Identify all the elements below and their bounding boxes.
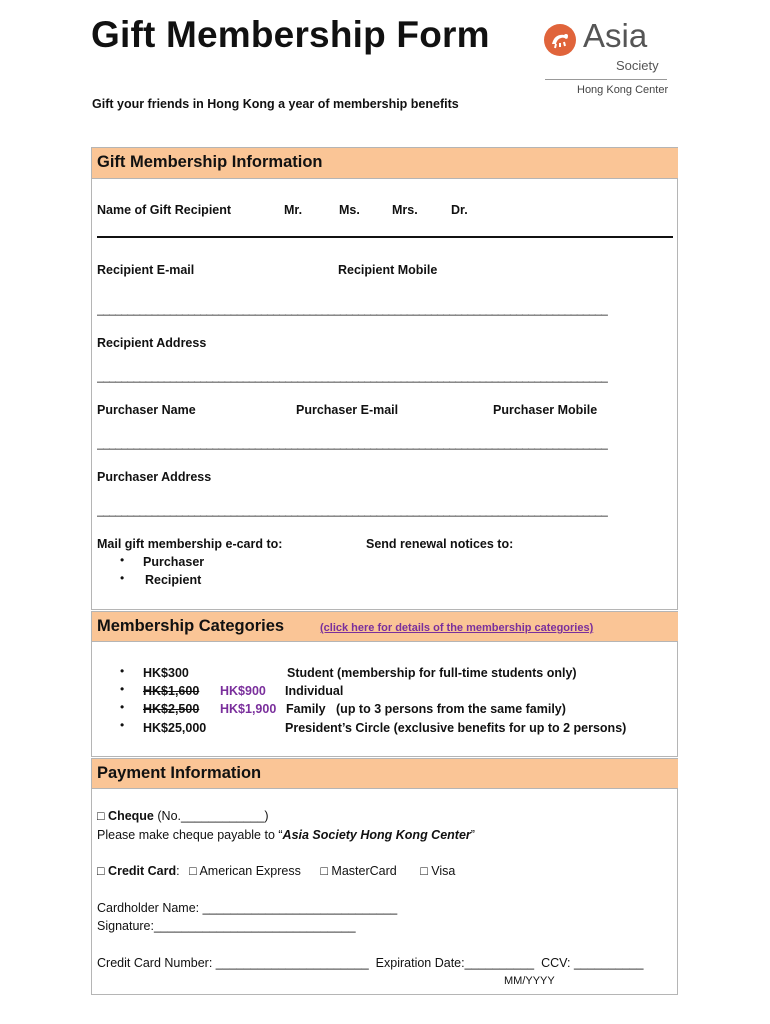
purchaser-name-label: Purchaser Name xyxy=(97,403,196,417)
mastercard-label: MasterCard xyxy=(331,864,397,878)
bullet-icon: • xyxy=(120,682,125,696)
amex-label: American Express xyxy=(199,864,301,878)
bullet-icon: • xyxy=(120,553,125,567)
cheque-number-field[interactable]: (No.____________) xyxy=(157,809,269,823)
categories-header xyxy=(92,612,678,642)
category-old-price: HK$1,600 xyxy=(143,684,200,698)
purchaser-address-field[interactable]: ____________________________________________________________________________________ xyxy=(97,503,608,517)
mail-ecard-label: Mail gift membership e-card to: xyxy=(97,537,283,551)
categories-heading: Membership Categories xyxy=(97,617,285,635)
bullet-icon: • xyxy=(120,700,125,714)
cheque-row xyxy=(97,809,269,823)
payment-header xyxy=(92,759,678,789)
bullet-icon: • xyxy=(120,664,125,678)
signature-field[interactable]: Signature:_____________________________ xyxy=(97,919,356,933)
title-mrs[interactable]: Mrs. xyxy=(392,203,418,217)
category-new-price: HK$1,900 xyxy=(220,702,277,716)
card-number-row[interactable]: Credit Card Number: ______________________ Expiration Date:__________ CCV: __________ xyxy=(97,956,644,970)
category-old-price: HK$2,500 xyxy=(143,702,200,716)
logo-sub: Society xyxy=(616,58,659,73)
category-new-price: HK$900 xyxy=(220,684,266,698)
bullet-icon: • xyxy=(120,718,125,732)
mastercard-checkbox[interactable]: □ xyxy=(320,864,328,878)
category-desc: Family (up to 3 persons from the same family) xyxy=(286,702,566,716)
title-dr[interactable]: Dr. xyxy=(451,203,468,217)
page-subtitle: Gift your friends in Hong Kong a year of membership benefits xyxy=(92,97,459,111)
gift-info-header xyxy=(92,148,678,179)
mail-option-purchaser[interactable]: Purchaser xyxy=(143,555,205,569)
category-desc: Individual xyxy=(285,684,344,698)
recipient-mobile-label: Recipient Mobile xyxy=(338,263,438,277)
cheque-label: Cheque xyxy=(108,809,154,823)
title-ms[interactable]: Ms. xyxy=(339,203,360,217)
cardholder-name-field[interactable]: Cardholder Name: ____________________________ xyxy=(97,901,398,915)
expiration-format-hint: MM/YYYY xyxy=(504,975,555,987)
category-price: HK$25,000 xyxy=(143,721,207,735)
visa-label: Visa xyxy=(431,864,456,878)
payment-heading: Payment Information xyxy=(97,764,262,782)
logo-divider xyxy=(545,79,667,80)
page-title: Gift Membership Form xyxy=(91,14,490,55)
gift-info-heading: Gift Membership Information xyxy=(97,153,323,171)
recipient-contact-field[interactable]: ____________________________________________________________________________________ xyxy=(97,302,608,316)
cheque-payable-note xyxy=(97,828,475,842)
recipient-address-label: Recipient Address xyxy=(97,336,207,350)
credit-card-row: □ Credit Card: □ American Express □ MasterCard □ Visa xyxy=(97,864,456,878)
logo-name: Asia xyxy=(583,17,648,54)
amex-checkbox[interactable]: □ xyxy=(189,864,197,878)
renewal-label: Send renewal notices to: xyxy=(366,537,514,551)
purchaser-email-label: Purchaser E-mail xyxy=(296,403,399,417)
categories-details-link[interactable]: (click here for details of the membership categories) xyxy=(320,622,594,634)
credit-card-checkbox[interactable]: □ xyxy=(97,864,105,878)
mail-option-recipient[interactable]: Recipient xyxy=(145,573,202,587)
recipient-address-field[interactable]: ____________________________________________________________________________________ xyxy=(97,369,608,383)
cheque-checkbox[interactable]: □ xyxy=(97,809,105,823)
cheque-payable-suffix: ” xyxy=(470,828,475,842)
recipient-name-field[interactable] xyxy=(97,236,673,238)
recipient-name-label: Name of Gift Recipient xyxy=(97,203,232,217)
recipient-email-label: Recipient E-mail xyxy=(97,263,195,277)
logo-center: Hong Kong Center xyxy=(577,84,669,96)
bullet-icon: • xyxy=(120,571,125,585)
category-desc: Student (membership for full-time students only) xyxy=(287,666,577,680)
visa-checkbox[interactable]: □ xyxy=(420,864,428,878)
cheque-payable-prefix: Please make cheque payable to “ xyxy=(97,828,283,842)
title-mr[interactable]: Mr. xyxy=(284,203,303,217)
asia-society-logo-icon xyxy=(544,24,576,56)
cheque-payable-name: Asia Society Hong Kong Center xyxy=(282,828,471,842)
category-price: HK$300 xyxy=(143,666,189,680)
purchaser-address-label: Purchaser Address xyxy=(97,470,212,484)
purchaser-contact-field[interactable]: ____________________________________________________________________________________ xyxy=(97,436,608,450)
purchaser-mobile-label: Purchaser Mobile xyxy=(493,403,598,417)
credit-card-label: Credit Card xyxy=(108,864,177,878)
category-desc: President’s Circle (exclusive benefits for up to 2 persons) xyxy=(285,721,627,735)
